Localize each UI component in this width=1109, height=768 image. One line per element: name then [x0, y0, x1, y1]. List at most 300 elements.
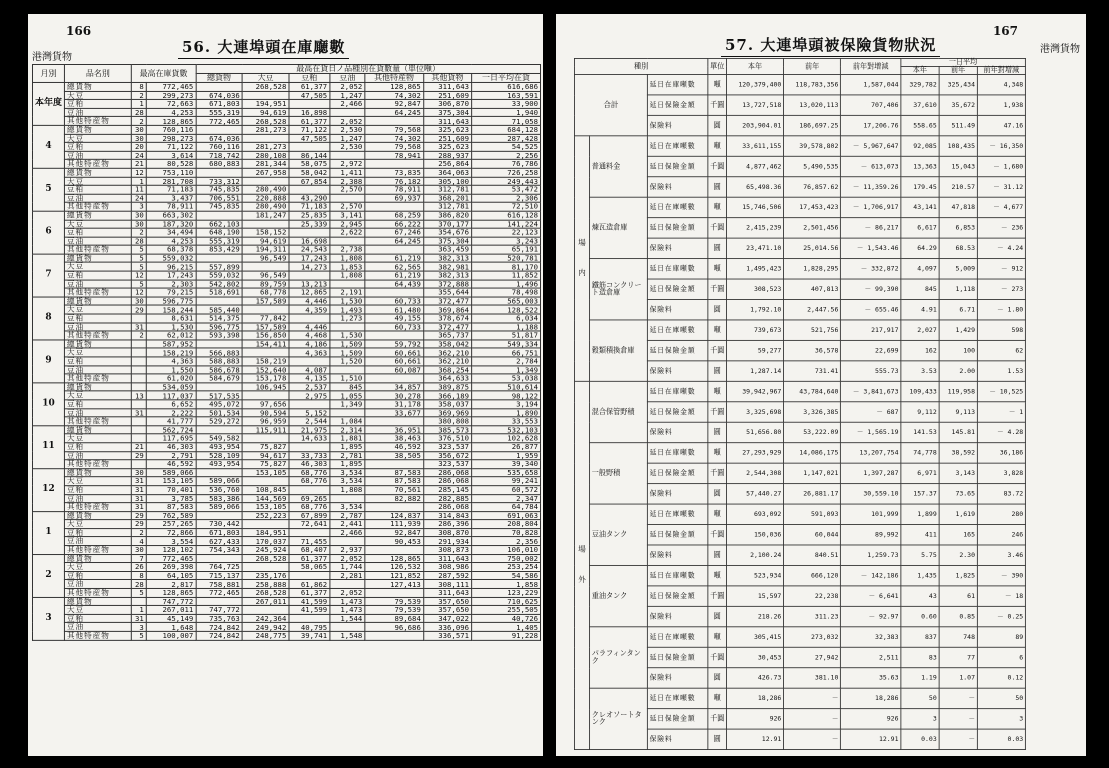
unit-label: 圓 [708, 545, 727, 565]
max-day: 2 [131, 331, 146, 340]
cell-value [289, 185, 330, 194]
cell-value: 372,888 [423, 280, 471, 289]
cell-value: 511.49 [939, 115, 977, 135]
cell-value: 2,937 [330, 546, 365, 555]
cell-value: 1,881 [330, 434, 365, 443]
cell-value: 671,803 [196, 100, 243, 109]
metric-label: 延日保險金額 [647, 525, 707, 545]
item-label: 豆粕 [64, 357, 131, 366]
col-item: 品名別 [64, 64, 131, 82]
cell-value: 772,465 [146, 554, 195, 563]
max-day [131, 366, 146, 375]
cell-value: 58,075 [289, 160, 330, 169]
cell-value: 81,170 [471, 263, 540, 272]
cell-value: 724,842 [196, 631, 243, 640]
cell-value: 758,881 [196, 580, 243, 589]
cell-value: 926 [727, 709, 784, 729]
cell-value: 152,640 [242, 366, 289, 375]
unit-label: 噸 [708, 443, 727, 463]
cell-value [196, 168, 243, 177]
cell-value [196, 254, 243, 263]
cell-value: 58,042 [289, 168, 330, 177]
cell-value: 1,509 [330, 348, 365, 357]
cell-value: 2,441 [330, 520, 365, 529]
cell-value: 385,573 [423, 426, 471, 435]
cell-value: 78,498 [471, 288, 540, 297]
unit-label: 噸 [708, 504, 727, 524]
cell-value: 2,052 [330, 117, 365, 126]
item-label: 豆粕 [64, 571, 131, 580]
cell-value [289, 571, 330, 580]
yard-outside-label [574, 381, 589, 749]
cell-value: 2,052 [330, 554, 365, 563]
cell-value [330, 108, 365, 117]
cell-value: 46,303 [146, 443, 195, 452]
cell-value: 1,895 [330, 443, 365, 452]
cell-value: 514,375 [196, 314, 243, 323]
cell-value: 325,623 [423, 143, 471, 152]
cell-value: 89,992 [841, 525, 901, 545]
cell-value: 22,699 [841, 340, 901, 360]
max-day: 2 [131, 117, 146, 126]
cell-value: 108,435 [939, 136, 977, 156]
item-label: 豆粕 [64, 100, 131, 109]
metric-label: 延日保險金額 [647, 156, 707, 176]
cell-value: 2,738 [330, 245, 365, 254]
cell-value: 1,273 [330, 314, 365, 323]
cell-value: 253,254 [471, 563, 540, 572]
cell-value: 251,609 [423, 91, 471, 100]
cell-value: 364,063 [423, 168, 471, 177]
cell-value: 1,548 [330, 631, 365, 640]
table-row [574, 259, 1025, 279]
max-day: 21 [131, 443, 146, 452]
cell-value: 70,561 [365, 486, 424, 495]
max-day: 30 [131, 134, 146, 143]
cell-value: 68,778 [242, 288, 289, 297]
cell-value: 50 [901, 688, 939, 708]
cell-value: 2,781 [330, 451, 365, 460]
item-label: 總貨物 [64, 426, 131, 435]
metric-label: 延日在庫噸數 [647, 504, 707, 524]
cell-value: 760,116 [146, 125, 195, 134]
item-label: 總貨物 [64, 211, 131, 220]
table-row [574, 197, 1025, 217]
item-label: 其他特産物 [64, 331, 131, 340]
cell-value: 17,243 [146, 271, 195, 280]
cell-value: 4,253 [146, 237, 195, 246]
cell-value: 510,614 [471, 383, 540, 392]
cell-value: 1,938 [977, 95, 1025, 115]
cell-value: 312,781 [423, 203, 471, 212]
cell-value: 280,490 [242, 185, 289, 194]
cell-value [289, 143, 330, 152]
cell-value: 33,611,155 [727, 136, 784, 156]
cell-value: 26,877 [471, 443, 540, 452]
metric-label: 延日保險金額 [647, 340, 707, 360]
cell-value: 845 [901, 279, 939, 299]
cell-value: 1,808 [330, 486, 365, 495]
item-label: 其他特産物 [64, 417, 131, 426]
cell-value: 3,243 [471, 237, 540, 246]
unit-label: 千圓 [708, 586, 727, 606]
big-label: 場 [578, 545, 586, 555]
left-page-number: 166 [66, 24, 92, 38]
cell-value: 72,641 [289, 520, 330, 529]
cell-value: 1,544 [330, 614, 365, 623]
cell-value: 46,303 [289, 460, 330, 469]
cell-value: 77 [939, 647, 977, 667]
unit-label: 千圓 [708, 218, 727, 238]
cell-value: － 4,677 [977, 197, 1025, 217]
cell-value: 61,480 [365, 305, 424, 314]
cell-value: 37,610 [901, 95, 939, 115]
cell-value: 62,012 [146, 331, 195, 340]
cell-value: 111,939 [365, 520, 424, 529]
unit-label: 千圓 [708, 279, 727, 299]
cell-value: 30,559.10 [841, 484, 901, 504]
cell-value: 0.03 [977, 729, 1025, 749]
cell-value: 2,784 [471, 357, 540, 366]
cell-value: 78,941 [365, 151, 424, 160]
cell-value: 106,010 [471, 546, 540, 555]
cell-value: 70,828 [471, 528, 540, 537]
cell-value: 89,684 [365, 614, 424, 623]
col-commodity: 總貨物 [196, 73, 243, 82]
cell-value: 49,155 [365, 314, 424, 323]
max-day: 5 [131, 280, 146, 289]
item-label: 豆油 [64, 408, 131, 417]
item-label: 總貨物 [64, 125, 131, 134]
cell-value: 153,178 [242, 374, 289, 383]
item-label: 豆油 [64, 623, 131, 632]
cell-value: 79,568 [365, 143, 424, 152]
cell-value: 586,678 [196, 366, 243, 375]
item-label: 總貨物 [64, 597, 131, 606]
col-unit: 單位 [708, 58, 727, 74]
cell-value [365, 631, 424, 640]
cell-value: 256,864 [423, 160, 471, 169]
cell-value: 34,494 [146, 228, 195, 237]
cell-value: 747,772 [196, 606, 243, 615]
cell-value: 764,725 [196, 563, 243, 572]
cell-value: 0.60 [901, 606, 939, 626]
cell-value: 12.91 [727, 729, 784, 749]
cell-value: 281,708 [146, 177, 195, 186]
cell-value: 46,592 [146, 460, 195, 469]
item-label: 大豆 [64, 477, 131, 486]
cell-value: 91,228 [471, 631, 540, 640]
unit-label: 千圓 [708, 340, 727, 360]
table-row [32, 383, 540, 392]
cell-value: 305,100 [423, 177, 471, 186]
period-label: 2 [32, 554, 64, 597]
cell-value: 47,505 [289, 134, 330, 143]
cell-value: 559,032 [196, 271, 243, 280]
cell-value: 74,778 [901, 443, 939, 463]
item-label: 豆粕 [64, 614, 131, 623]
cell-value: 837 [901, 627, 939, 647]
unit-label: 千圓 [708, 95, 727, 115]
cell-value: 4,348 [977, 74, 1025, 94]
col-commodity: 豆油 [330, 73, 365, 82]
cell-value: 2,306 [471, 194, 540, 203]
cell-value: 14,273 [289, 263, 330, 272]
cell-value: 753,110 [146, 168, 195, 177]
unit-label: 噸 [708, 320, 727, 340]
cell-value: － 1.80 [977, 299, 1025, 319]
cell-value: 589,066 [196, 503, 243, 512]
item-label: 其他特産物 [64, 288, 131, 297]
table-row [32, 614, 540, 623]
cell-value: 364,633 [423, 374, 471, 383]
cell-value: 730,442 [196, 520, 243, 529]
cell-value: 2,975 [289, 391, 330, 400]
cell-value: 840.51 [784, 545, 841, 565]
item-label: 總貨物 [64, 340, 131, 349]
cell-value: 33,677 [365, 408, 424, 417]
cell-value: 1,397,287 [841, 463, 901, 483]
max-day: 26 [131, 563, 146, 572]
max-day: 24 [131, 194, 146, 203]
cell-value: 549,334 [471, 340, 540, 349]
cell-value: 61,219 [365, 271, 424, 280]
yard-inside-label [574, 136, 589, 381]
cell-value: 375,304 [423, 108, 471, 117]
cell-value: 3,785 [146, 494, 195, 503]
max-day: 5 [131, 254, 146, 263]
unit-label: 圓 [708, 606, 727, 626]
cell-value: 5,152 [289, 408, 330, 417]
metric-label: 保險料 [647, 422, 707, 442]
cell-value: 684,128 [471, 125, 540, 134]
cell-value: 1,349 [330, 400, 365, 409]
item-label: 豆油 [64, 194, 131, 203]
cell-value [289, 100, 330, 109]
max-day: 3 [131, 203, 146, 212]
cell-value: 92,847 [365, 100, 424, 109]
cell-value: 158,152 [242, 228, 289, 237]
unit-label: 圓 [708, 484, 727, 504]
cell-value: 4,359 [289, 305, 330, 314]
period-label: 8 [32, 297, 64, 340]
cell-value: － 86,217 [841, 218, 901, 238]
cell-value: 79,539 [365, 597, 424, 606]
cell-value: 128,865 [365, 82, 424, 91]
period-label: 6 [32, 211, 64, 254]
item-label: 大豆 [64, 606, 131, 615]
cell-value: 268,528 [242, 589, 289, 598]
cell-value: 1,858 [471, 580, 540, 589]
cell-value: 61,020 [146, 374, 195, 383]
cell-value: 25,014.56 [784, 238, 841, 258]
cell-value: 153,105 [242, 503, 289, 512]
cell-value: 772,465 [196, 589, 243, 598]
max-day: 5 [131, 245, 146, 254]
cell-value: 2.00 [939, 361, 977, 381]
cell-value: 14,633 [289, 434, 330, 443]
cell-value: 565,003 [471, 297, 540, 306]
cell-value: 693,092 [727, 504, 784, 524]
cell-value: 1.53 [977, 361, 1025, 381]
cell-value: 5.75 [901, 545, 939, 565]
cell-value: 2,303 [146, 280, 195, 289]
cell-value: 426.73 [727, 668, 784, 688]
cell-value: 745,835 [196, 185, 243, 194]
cell-value: 370,177 [423, 220, 471, 229]
cell-value: 529,272 [196, 417, 243, 426]
table-row [32, 460, 540, 469]
cell-value: 596,775 [196, 323, 243, 332]
cell-value: 40,795 [289, 623, 330, 632]
cell-value: 62,565 [365, 263, 424, 272]
table-row [32, 546, 540, 555]
cell-value: 311,643 [423, 82, 471, 91]
metric-label: 延日保險金額 [647, 709, 707, 729]
cell-value: 1,587,044 [841, 74, 901, 94]
cell-value: 76,786 [471, 160, 540, 169]
cell-value: 3 [901, 709, 939, 729]
cell-value: 1,429 [939, 320, 977, 340]
metric-label: 延日在庫噸數 [647, 443, 707, 463]
cell-value: 2,501,456 [784, 218, 841, 238]
cell-value: 536,760 [196, 486, 243, 495]
period-label: 3 [32, 597, 64, 640]
cell-value: 747,772 [146, 597, 195, 606]
cell-value: 323,537 [423, 460, 471, 469]
cell-value: 2,537 [289, 383, 330, 392]
item-label: 大豆 [64, 91, 131, 100]
item-label: 大豆 [64, 134, 131, 143]
cell-value: 249,443 [471, 177, 540, 186]
cell-value: 77,842 [242, 314, 289, 323]
cell-value: 691,063 [471, 511, 540, 520]
item-label: 豆粕 [64, 228, 131, 237]
item-label: 總貨物 [64, 511, 131, 520]
cell-value: 153,105 [242, 468, 289, 477]
cell-value: 69,265 [289, 494, 330, 503]
cell-value: 38,463 [365, 434, 424, 443]
cell-value: 13,727,518 [727, 95, 784, 115]
item-label: 大豆 [64, 434, 131, 443]
max-day: 31 [131, 494, 146, 503]
cell-value: 25,339 [289, 220, 330, 229]
cell-value: 101,999 [841, 504, 901, 524]
cell-value: 43 [901, 586, 939, 606]
unit-label: 圓 [708, 361, 727, 381]
cell-value: 38,592 [939, 443, 977, 463]
cell-value: － 1,543.46 [841, 238, 901, 258]
cell-value: 87,583 [365, 477, 424, 486]
unit-label: 圓 [708, 668, 727, 688]
cell-value: 305,415 [727, 627, 784, 647]
cell-value: 203,904.01 [727, 115, 784, 135]
cell-value: 9,113 [939, 402, 977, 422]
cell-value: 15,597 [727, 586, 784, 606]
category-label: パラフィンタンク [590, 627, 648, 688]
cell-value [196, 125, 243, 134]
cell-value: 128,102 [146, 546, 195, 555]
cell-value: 6,617 [901, 218, 939, 238]
cell-value: 39,741 [289, 631, 330, 640]
cell-value: 724,842 [196, 623, 243, 632]
cell-value: 36,186 [977, 443, 1025, 463]
cell-value: － 4.24 [977, 238, 1025, 258]
cell-value: 1,890 [471, 408, 540, 417]
period-label: 9 [32, 340, 64, 383]
cell-value: 0.12 [977, 668, 1025, 688]
cell-value: 65,498.36 [727, 177, 784, 197]
item-label: 總貨物 [64, 82, 131, 91]
cell-value: 60,044 [784, 525, 841, 545]
cell-value: 1,188 [471, 323, 540, 332]
cell-value: 2,100.24 [727, 545, 784, 565]
cell-value: 246 [977, 525, 1025, 545]
cell-value: 115,911 [242, 426, 289, 435]
cell-value: 298,273 [146, 134, 195, 143]
cell-value: 2,222 [146, 408, 195, 417]
cell-value: 2,447.56 [784, 299, 841, 319]
cell-value: － 236 [977, 218, 1025, 238]
col-commodity: 其他貨物 [423, 73, 471, 82]
category-label: 豆油タンク [590, 504, 648, 565]
cell-value: 60,661 [365, 357, 424, 366]
cell-value: 65,191 [471, 245, 540, 254]
cell-value: 2,388 [330, 177, 365, 186]
table-row [32, 528, 540, 537]
max-day [131, 348, 146, 357]
unit-label: 圓 [708, 115, 727, 135]
cell-value: 68,259 [365, 211, 424, 220]
item-label: 豆油 [64, 366, 131, 375]
cell-value: 68,378 [146, 245, 195, 254]
cell-value: 41,777 [146, 417, 195, 426]
cell-value: 6,652 [146, 400, 195, 409]
cell-value: 555,319 [196, 237, 243, 246]
cell-value: 308,523 [727, 279, 784, 299]
cell-value: 286,068 [423, 503, 471, 512]
cell-value: 60,733 [365, 323, 424, 332]
cell-value: 71,058 [471, 117, 540, 126]
cell-value: 17,206.76 [841, 115, 901, 135]
cell-value: 1.19 [901, 668, 939, 688]
category-label: 重油タンク [590, 565, 648, 626]
cell-value: 34,857 [365, 383, 424, 392]
table-row [32, 503, 540, 512]
max-day: 1 [131, 606, 146, 615]
category-label: 混合保管野積 [590, 381, 648, 442]
cell-value: 2,570 [330, 203, 365, 212]
cell-value: 9,112 [901, 402, 939, 422]
cell-value: 66,751 [471, 348, 540, 357]
cell-value: 118,783,356 [784, 74, 841, 94]
cell-value: 22,238 [784, 586, 841, 606]
cell-value: 220,888 [242, 194, 289, 203]
cell-value: 1,411 [330, 168, 365, 177]
max-day: 30 [131, 297, 146, 306]
cell-value: － [939, 709, 977, 729]
cell-value: 96,959 [242, 417, 289, 426]
unit-label: 噸 [708, 381, 727, 401]
cell-value: 584,679 [196, 374, 243, 383]
cell-value: 3,194 [471, 400, 540, 409]
cell-value: 588,883 [196, 357, 243, 366]
table-row [32, 297, 540, 306]
cell-value: 558.65 [901, 115, 939, 135]
max-day [131, 357, 146, 366]
cell-value: 369,969 [423, 408, 471, 417]
item-label: 其他特産物 [64, 160, 131, 169]
